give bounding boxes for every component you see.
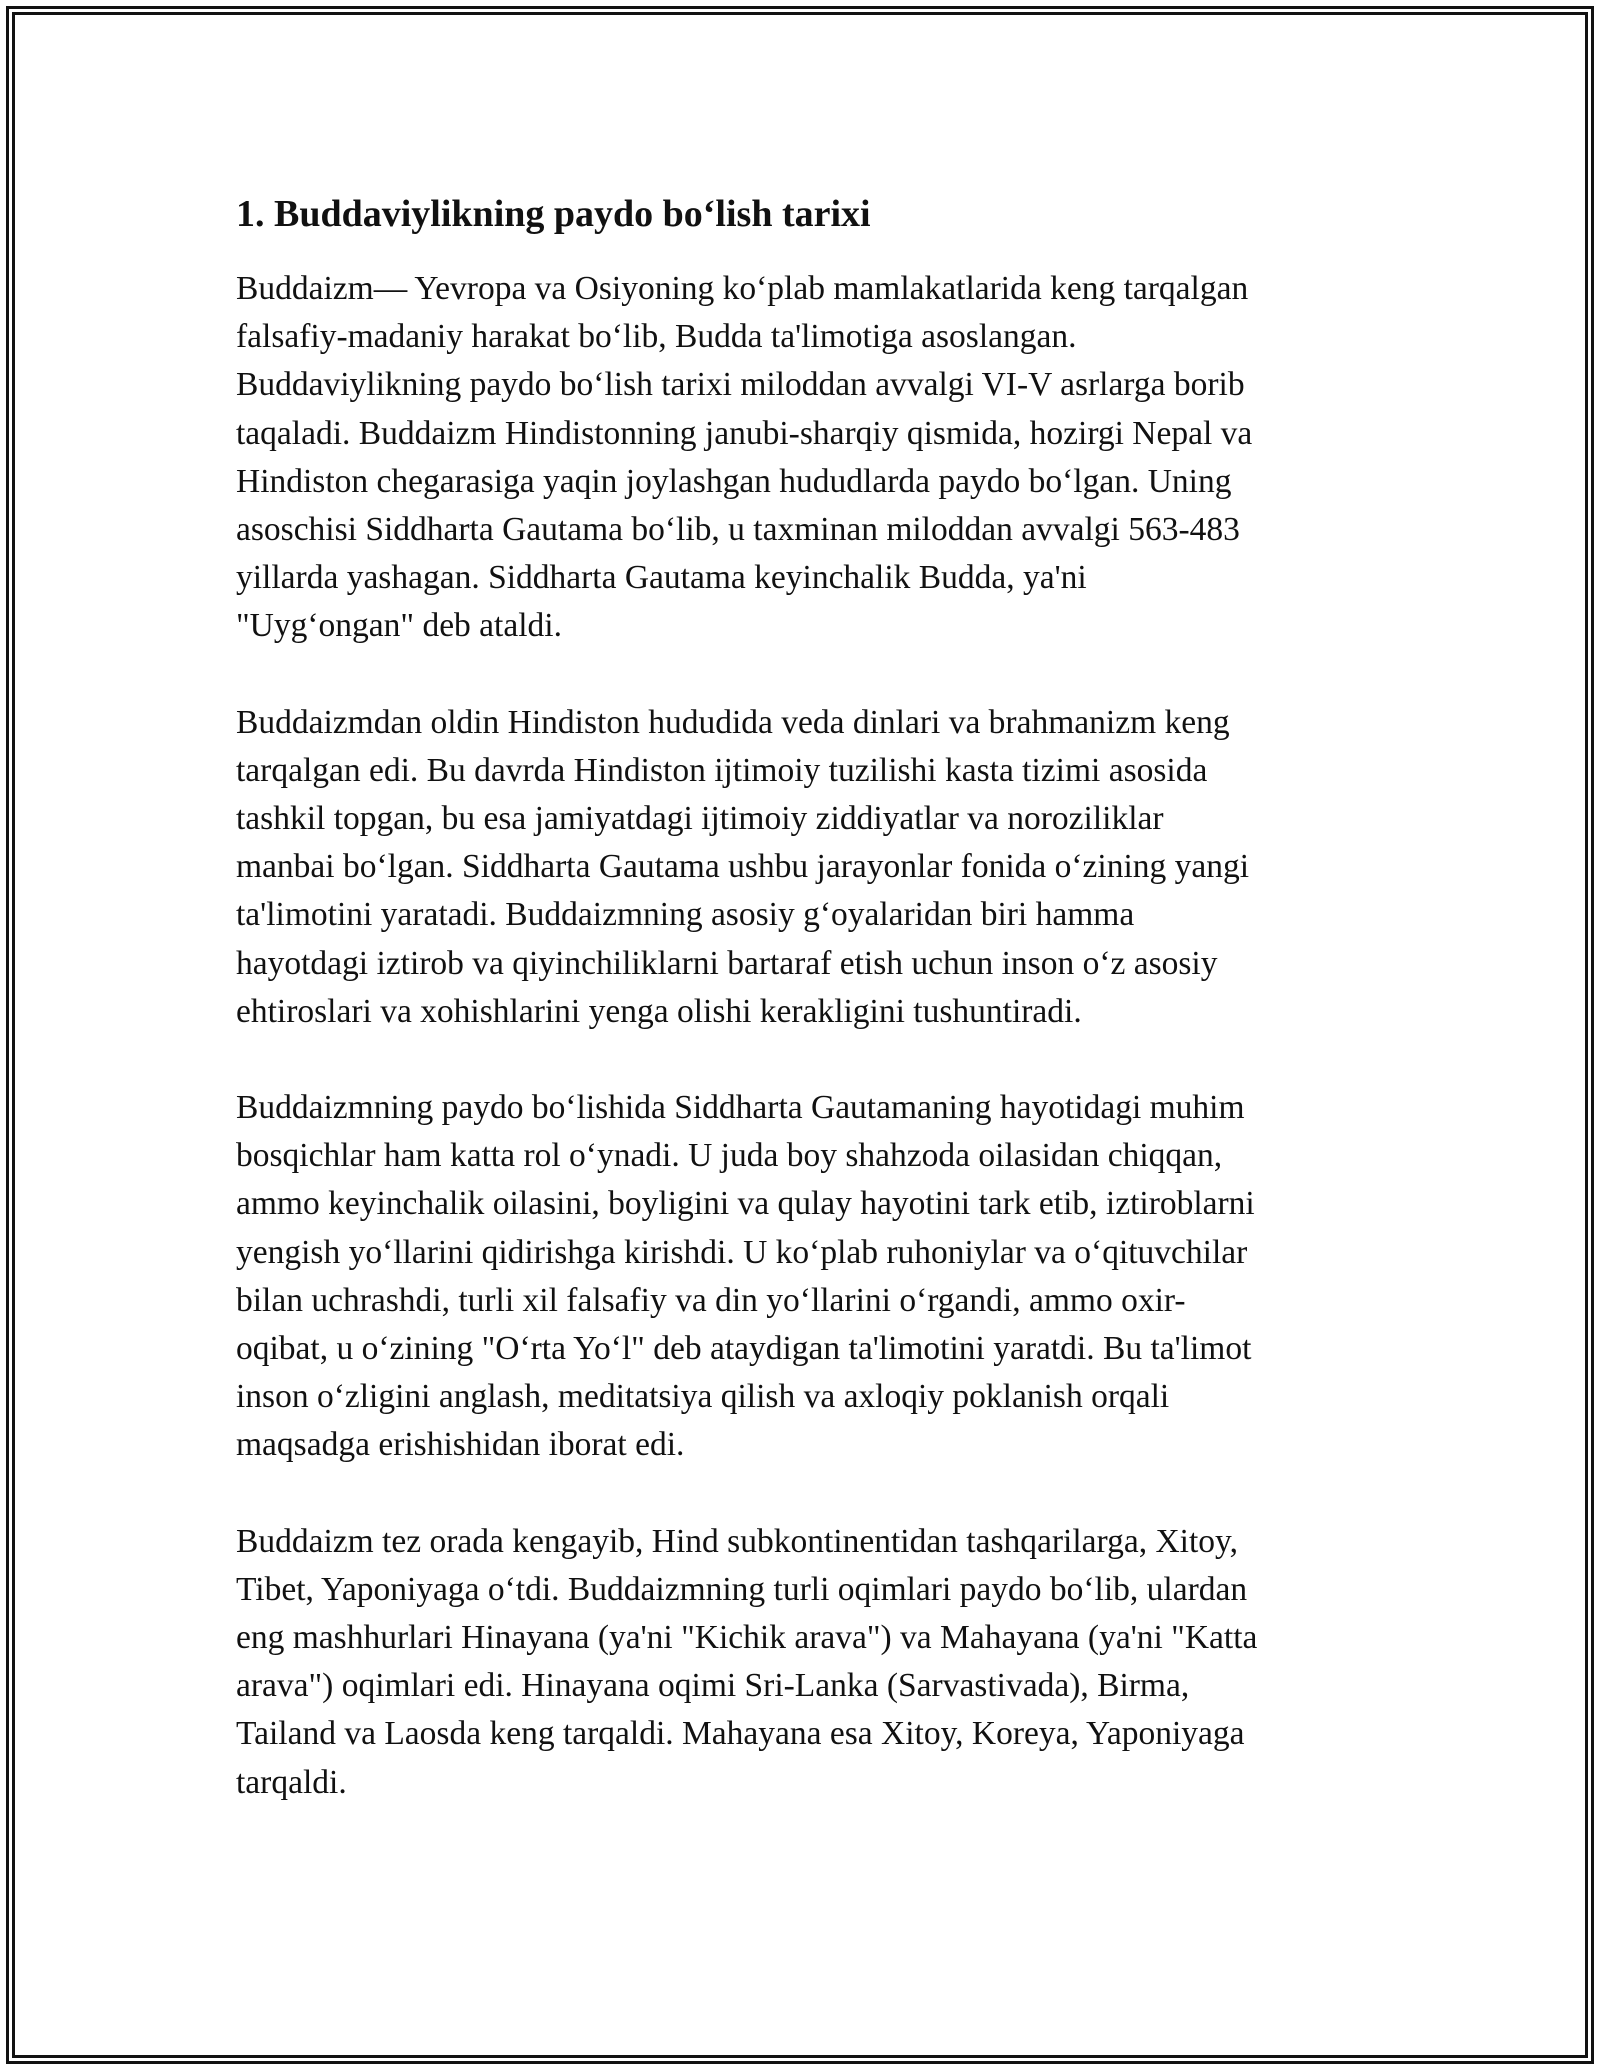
paragraph-spread-and-schools: Buddaizm tez orada kengayib, Hind subkontinentidan tashqarilarga, Xitoy, Tibet, Yaponiyaga o‘tdi. Buddaizmning turli oqimlari paydo bo‘lib, ulardan eng mashhurlari Hinayana (ya'ni "Kichik arava") va Mahayana (ya'ni "Katta arava") oqimlari edi. Hinayana oqimi Sri-Lanka (Sarvastivada), Birma, Tailand va Laosda keng tarqaldi. Mahayana esa Xitoy, Koreya, Yaponiyaga tarqaldi. [236,1522,1258,1801]
paragraph-origins: Buddaizm— Yevropa va Osiyoning ko‘plab mamlakatlarida keng tarqalgan falsafiy-madaniy harakat bo‘lib, Budda ta'limotiga asoslangan. Buddaviylikning paydo bo‘lish tarixi miloddan avvalgi VI-V asrlarga borib taqaladi. Buddaizm Hindistonning janubi-sharqiy qismida, hozirgi Nepal va Hindiston chegarasiga yaqin joylashgan hududlarda paydo bo‘lgan. Uning asoschisi Siddharta Gautama bo‘lib, u taxminan miloddan avvalgi 563-483 yillarda yashagan. Siddharta Gautama keyinchalik Budda, ya'ni "Uyg‘ongan" deb ataldi. [236,270,1253,645]
paragraph-siddharta-life: Buddaizmning paydo bo‘lishida Siddharta Gautamaning hayotidagi muhim bosqichlar ham katta rol o‘ynadi. U juda boy shahzoda oilasidan chiqqan, ammo keyinchalik oilasini, boyligini va qulay hayotini tark etib, iztiroblarni yengish yo‘llarini qidirishga kirishdi. U ko‘plab ruhoniylar va o‘qituvchilar bilan uchrashdi, turli xil falsafiy va din yo‘llarini o‘rgandi, ammo oxir- oqibat, u o‘zining "O‘rta Yo‘l" deb ataydigan ta'limotini yaratdi. Bu ta'limot inson o‘zligini anglash, meditatsiya qilish va axloqiy poklanish orqali maqsadga erishishidan iborat edi. [236,1089,1255,1464]
paragraph-pre-buddhist-india: Buddaizmdan oldin Hindiston hududida veda dinlari va brahmanizm keng tarqalgan edi. Bu davrda Hindiston ijtimoiy tuzilishi kasta tizimi asosida tashkil topgan, bu esa jamiyatdagi ijtimoiy ziddiyatlar va noroziliklar manbai bo‘lgan. Siddharta Gautama ushbu jarayonlar fonida o‘zining yangi ta'limotini yaratadi. Buddaizmning asosiy g‘oyalaridan biri hamma hayotdagi iztirob va qiyinchiliklarni bartaraf etish uchun inson o‘z asosiy ehtiroslari va xohishlarini yenga olishi kerakligini tushuntiradi. [236,703,1250,1030]
document-title: 1. Buddaviylikning paydo bo‘lish tarixi [236,193,871,235]
document-body [236,186,1356,1855]
